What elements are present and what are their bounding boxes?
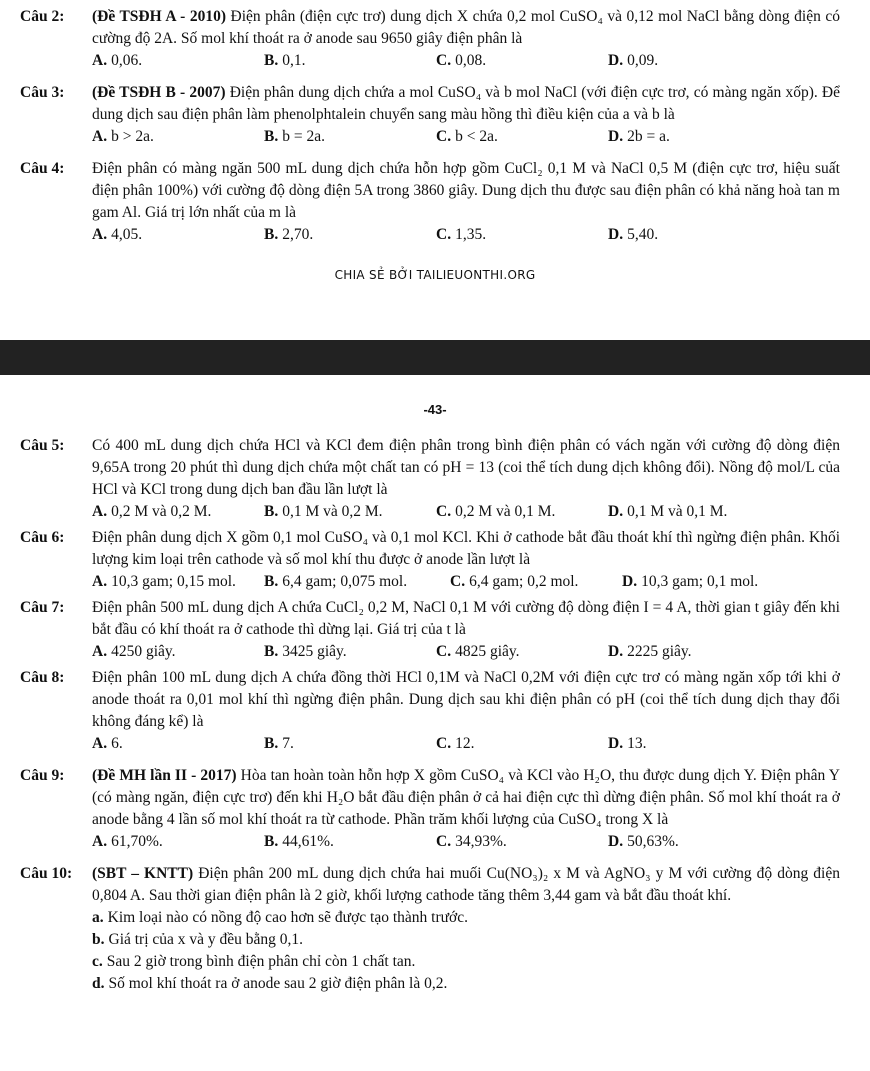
question-9 — [0, 765, 870, 853]
question-number: Câu 10: — [20, 865, 73, 882]
option-d[interactable] — [608, 641, 780, 663]
option-label: D. — [608, 735, 624, 752]
question-source: (Đề TSĐH A - 2010) — [92, 8, 227, 25]
option-text: b = 2a. — [282, 128, 325, 145]
option-label: A. — [92, 128, 108, 145]
option-text: 3425 giây. — [282, 643, 347, 660]
option-text: 4,05. — [111, 226, 143, 243]
options — [92, 641, 840, 663]
option-d[interactable] — [622, 571, 792, 593]
option-text: 0,09. — [627, 52, 659, 69]
question-2 — [0, 6, 870, 72]
share-footer: CHIA SẺ BỞI TAILIEUONTHI.ORG — [334, 268, 536, 282]
options — [92, 733, 840, 755]
option-label: D. — [622, 573, 638, 590]
options — [92, 831, 840, 853]
option-a[interactable] — [92, 831, 264, 853]
option-text: 1,35. — [455, 226, 487, 243]
question-number: Câu 4: — [20, 160, 65, 177]
option-d[interactable] — [608, 831, 780, 853]
question-number: Câu 8: — [20, 669, 65, 686]
statement-label: c. — [92, 953, 103, 970]
question-10 — [0, 863, 870, 995]
question-text — [92, 765, 840, 831]
option-text: 0,06. — [111, 52, 143, 69]
statement-b[interactable] — [92, 929, 840, 951]
option-text: 2,70. — [282, 226, 314, 243]
option-text: 0,08. — [455, 52, 487, 69]
question-number: Câu 2: — [20, 8, 65, 25]
option-text: 12. — [455, 735, 475, 752]
option-c[interactable] — [436, 50, 608, 72]
options — [92, 50, 840, 72]
statement-text: Sau 2 giờ trong bình điện phân chỉ còn 1 chất tan. — [106, 953, 416, 970]
option-label: C. — [436, 503, 452, 520]
statement-label: d. — [92, 975, 105, 992]
question-source: (SBT – KNTT) — [92, 865, 194, 882]
option-text: 6,4 gam; 0,2 mol. — [469, 573, 579, 590]
option-a[interactable] — [92, 50, 264, 72]
question-source: (Đề MH lần II - 2017) — [92, 767, 237, 784]
option-d[interactable] — [608, 501, 780, 523]
option-c[interactable] — [436, 831, 608, 853]
options — [92, 501, 840, 523]
option-label: A. — [92, 226, 108, 243]
option-text: 0,2 M và 0,2 M. — [111, 503, 212, 520]
option-text: 2b = a. — [627, 128, 670, 145]
option-label: D. — [608, 128, 624, 145]
option-label: A. — [92, 503, 108, 520]
option-text: 6. — [111, 735, 123, 752]
option-c[interactable] — [450, 571, 622, 593]
option-label: B. — [264, 52, 279, 69]
option-label: B. — [264, 226, 279, 243]
statement-label: b. — [92, 931, 105, 948]
option-d[interactable] — [608, 50, 780, 72]
option-a[interactable] — [92, 224, 264, 246]
option-label: D. — [608, 503, 624, 520]
question-text — [92, 82, 840, 126]
question-body: Điện phân dung dịch chứa a mol CuSO₄ và b mol NaCl (với điện cực trơ, có màng ngăn xốp). Để dung dịch sau điện phân làm phenolphtalein chuyển sang màu hồng thì điều kiện của a và b là — [92, 84, 840, 123]
option-b[interactable] — [264, 733, 436, 755]
question-number: Câu 5: — [20, 437, 65, 454]
option-label: D. — [608, 226, 624, 243]
option-label: D. — [608, 52, 624, 69]
top-page — [0, 0, 870, 340]
options — [92, 224, 840, 246]
question-text: Điện phân dung dịch X gồm 0,1 mol CuSO₄ và 0,1 mol KCl. Khi ở cathode bắt đầu thoát khí thì ngừng điện phân. Khối lượng kim loại trên cathode và số mol khí thu được ở anode lần lượt là — [92, 529, 840, 568]
option-text: 34,93%. — [455, 833, 507, 850]
option-text: 0,1 M và 0,1 M. — [627, 503, 728, 520]
option-label: D. — [608, 643, 624, 660]
statement-text: Kim loại nào có nồng độ cao hơn sẽ được tạo thành trước. — [107, 909, 468, 926]
option-b[interactable] — [264, 831, 436, 853]
options — [92, 126, 840, 148]
option-text: 44,61%. — [282, 833, 334, 850]
options — [92, 571, 840, 593]
option-label: B. — [264, 735, 279, 752]
option-text: 7. — [282, 735, 294, 752]
option-text: 10,3 gam; 0,15 mol. — [111, 573, 236, 590]
question-text: Điện phân có màng ngăn 500 mL dung dịch chứa hỗn hợp gồm CuCl₂ 0,1 M và NaCl 0,5 M (điện cực trơ, hiệu suất điện phân 100%) với cường độ dòng điện 5A trong 3860 giây. Dung dịch thu được sau điện phân có khả năng hoà tan m gam Al. Giá trị lớn nhất của m là — [92, 160, 840, 221]
option-b[interactable] — [264, 571, 450, 593]
option-text: 6,4 gam; 0,075 mol. — [282, 573, 408, 590]
statement-label: a. — [92, 909, 104, 926]
option-label: C. — [436, 833, 452, 850]
option-text: 0,1. — [282, 52, 306, 69]
option-text: 4250 giây. — [111, 643, 176, 660]
option-b[interactable] — [264, 501, 436, 523]
option-a[interactable] — [92, 733, 264, 755]
option-c[interactable] — [436, 733, 608, 755]
option-label: B. — [264, 128, 279, 145]
option-d[interactable] — [608, 733, 780, 755]
statement-text: Số mol khí thoát ra ở anode sau 2 giờ điện phân là 0,2. — [108, 975, 448, 992]
question-3 — [0, 82, 870, 148]
option-text: b < 2a. — [455, 128, 498, 145]
option-a[interactable] — [92, 126, 264, 148]
option-text: 2225 giây. — [627, 643, 692, 660]
statement-d[interactable] — [92, 973, 840, 995]
question-number: Câu 6: — [20, 529, 65, 546]
option-label: A. — [92, 573, 108, 590]
option-label: C. — [450, 573, 466, 590]
option-c[interactable] — [436, 641, 608, 663]
option-label: A. — [92, 643, 108, 660]
question-number: Câu 9: — [20, 767, 65, 784]
question-4 — [0, 158, 870, 246]
option-a[interactable] — [92, 571, 264, 593]
question-text — [92, 6, 840, 50]
option-b[interactable] — [264, 126, 436, 148]
question-text: Điện phân 500 mL dung dịch A chứa CuCl₂ 0,2 M, NaCl 0,1 M với cường độ dòng điện I = 4 A, thời gian t giây đến khi bắt đầu có khí thoát ra ở cathode thì dừng lại. Giá trị của t là — [92, 599, 840, 638]
option-label: A. — [92, 833, 108, 850]
option-label: B. — [264, 643, 279, 660]
question-5 — [0, 435, 870, 523]
option-text: 13. — [627, 735, 647, 752]
option-text: 50,63%. — [627, 833, 679, 850]
option-label: C. — [436, 735, 452, 752]
option-d[interactable] — [608, 224, 780, 246]
option-text: 10,3 gam; 0,1 mol. — [641, 573, 759, 590]
option-b[interactable] — [264, 641, 436, 663]
question-number: Câu 3: — [20, 84, 65, 101]
option-text: 0,1 M và 0,2 M. — [282, 503, 383, 520]
option-c[interactable] — [436, 126, 608, 148]
option-label: B. — [264, 503, 279, 520]
option-text: b > 2a. — [111, 128, 154, 145]
bottom-page — [0, 393, 870, 1071]
question-text — [92, 863, 840, 907]
option-b[interactable] — [264, 50, 436, 72]
question-source: (Đề TSĐH B - 2007) — [92, 84, 226, 101]
option-label: B. — [264, 833, 279, 850]
question-6 — [0, 527, 870, 593]
option-a[interactable] — [92, 501, 264, 523]
question-text: Điện phân 100 mL dung dịch A chứa đồng thời HCl 0,1M và NaCl 0,2M với điện cực trơ có màng ngăn xốp tới khi ở anode thoát ra 0,01 mol khí thì ngừng điện phân. Dung dịch sau khi điện phân có pH (coi thể tích dung dịch thay đổi không đáng kể) là — [92, 669, 840, 730]
option-label: C. — [436, 643, 452, 660]
question-7 — [0, 597, 870, 663]
statement-text: Giá trị của x và y đều bằng 0,1. — [108, 931, 304, 948]
question-8 — [0, 667, 870, 755]
statement-c[interactable] — [92, 951, 840, 973]
question-number: Câu 7: — [20, 599, 65, 616]
option-b[interactable] — [264, 224, 436, 246]
option-text: 4825 giây. — [455, 643, 520, 660]
question-body: Điện phân (điện cực trơ) dung dịch X chứa 0,2 mol CuSO₄ và 0,12 mol NaCl bằng dòng điện có cường độ 2A. Số mol khí thoát ra ở anode sau 9650 giây điện phân là — [92, 8, 840, 47]
option-d[interactable] — [608, 126, 780, 148]
question-body: Hòa tan hoàn toàn hỗn hợp X gồm CuSO₄ và KCl vào H₂O, thu được dung dịch Y. Điện phân Y (có màng ngăn, điện cực trơ) đến khi H₂O bắt đầu điện phân ở cả hai điện cực thì dừng điện phân. Số mol khí thoát ra ở anode bằng 4 lần số mol khí thoát ra từ cathode. Phần trăm khối lượng của CuSO₄ trong X là — [92, 767, 840, 828]
option-c[interactable] — [436, 224, 608, 246]
option-a[interactable] — [92, 641, 264, 663]
question-text: Có 400 mL dung dịch chứa HCl và KCl đem điện phân trong bình điện phân có vách ngăn với cường độ dòng điện 9,65A trong 20 phút thì dung dịch chứa một chất tan có pH = 13 (coi thể tích dung dịch không đổi). Nồng độ mol/L của HCl và KCl trong dung dịch ban đầu lần lượt là — [92, 437, 840, 498]
option-text: 5,40. — [627, 226, 659, 243]
option-label: A. — [92, 52, 108, 69]
option-label: A. — [92, 735, 108, 752]
option-label: B. — [264, 573, 279, 590]
option-label: C. — [436, 52, 452, 69]
statement-a[interactable] — [92, 907, 840, 929]
option-text: 61,70%. — [111, 833, 163, 850]
page-number: -43- — [423, 402, 447, 417]
question-body: Điện phân 200 mL dung dịch chứa hai muối Cu(NO₃)₂ x M và AgNO₃ y M với cường độ dòng điện 0,804 A. Sau thời gian điện phân là 2 giờ, khối lượng cathode tăng thêm 3,44 gam và bắt đầu thoát khí. — [92, 865, 840, 904]
option-label: C. — [436, 128, 452, 145]
page-break-band — [0, 340, 870, 375]
option-c[interactable] — [436, 501, 608, 523]
option-text: 0,2 M và 0,1 M. — [455, 503, 556, 520]
option-label: D. — [608, 833, 624, 850]
option-label: C. — [436, 226, 452, 243]
